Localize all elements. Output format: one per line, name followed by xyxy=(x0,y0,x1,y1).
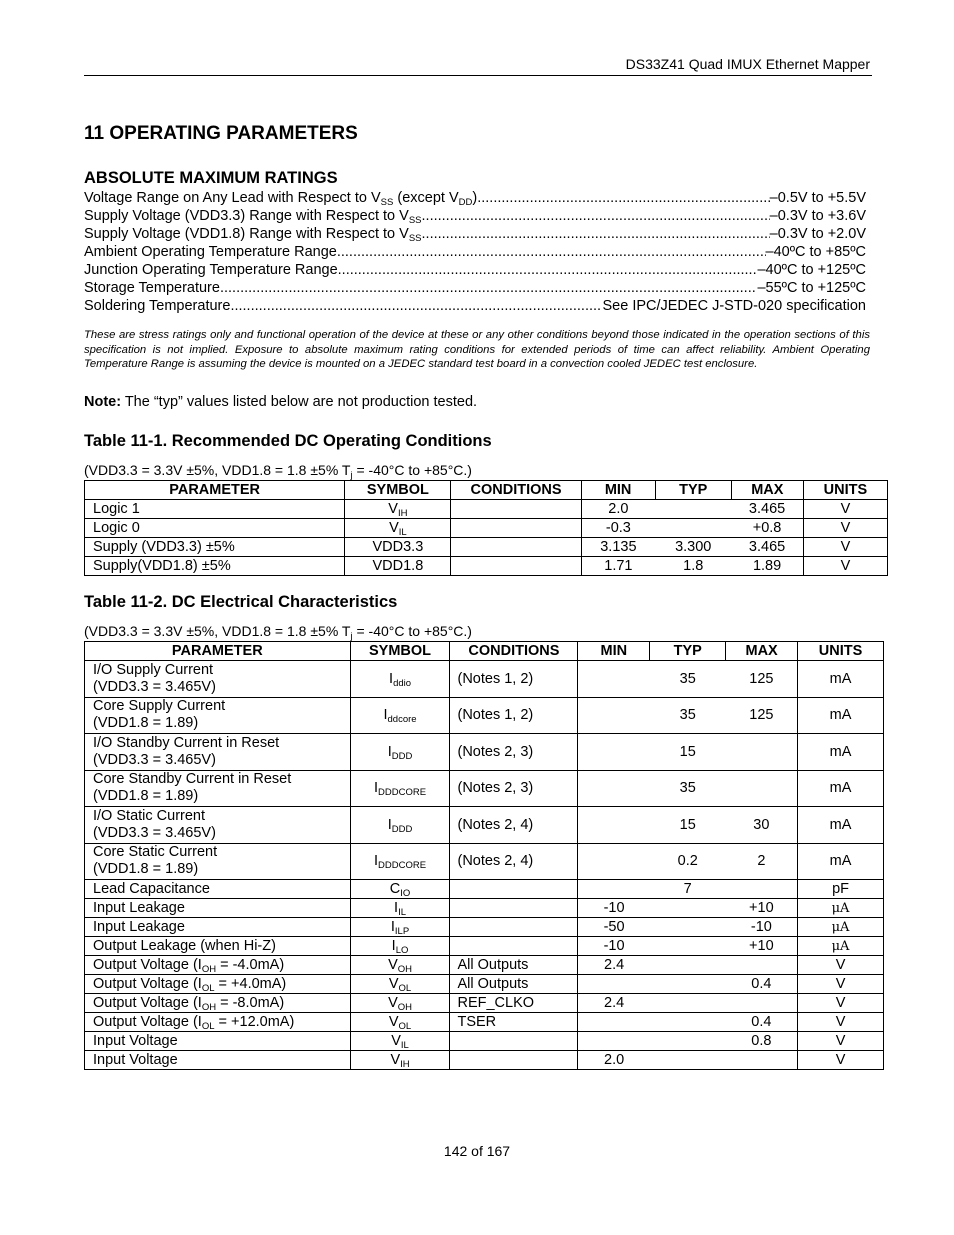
column-header: PARAMETER xyxy=(85,481,345,500)
max-cell: 125 xyxy=(726,697,798,734)
typ-cell xyxy=(650,956,726,975)
table-row xyxy=(85,734,884,771)
typ-cell xyxy=(650,918,726,937)
min-cell: -10 xyxy=(578,937,650,956)
abs-max-ratings-list xyxy=(84,189,870,315)
units-cell: μA xyxy=(798,918,884,937)
table-row xyxy=(85,843,884,880)
rating-label: Storage Temperature xyxy=(84,280,220,296)
rating-label: Soldering Temperature xyxy=(84,298,231,314)
min-cell xyxy=(578,697,650,734)
units-cell: mA xyxy=(798,843,884,880)
max-cell xyxy=(726,994,798,1013)
param-cell: Input Leakage xyxy=(85,899,351,918)
param-cell xyxy=(85,770,351,807)
max-cell: -10 xyxy=(726,918,798,937)
units-cell: mA xyxy=(798,661,884,698)
max-cell: 3.465 xyxy=(731,500,803,519)
column-header: MIN xyxy=(578,642,650,661)
table1-title: Table 11-1. Recommended DC Operating Conditions xyxy=(84,432,492,450)
units-cell: V xyxy=(798,956,884,975)
param-text: I/O Standby Current in Reset (VDD3.3 = 3.465V) xyxy=(93,734,280,768)
symbol-cell: $V_{OH}$ xyxy=(350,956,450,975)
table-row xyxy=(85,975,884,994)
typ-cell: 1.8 xyxy=(655,557,731,576)
param-cell xyxy=(85,661,351,698)
conditions-cell: (Notes 2, 4) xyxy=(450,843,578,880)
min-cell xyxy=(578,661,650,698)
dot-leader xyxy=(338,261,758,279)
conditions-cell xyxy=(450,899,578,918)
conditions-cell xyxy=(451,500,581,519)
table-row xyxy=(85,770,884,807)
param-cell: Input Leakage xyxy=(85,918,351,937)
min-cell xyxy=(578,1032,650,1051)
table-row xyxy=(85,807,884,844)
rating-value: –0.5V to +5.5V xyxy=(769,190,866,206)
param-cell: Output Voltage $(I_{OH} = -4.0mA)$ xyxy=(85,956,351,975)
units-cell: V xyxy=(803,519,887,538)
table-row xyxy=(85,899,884,918)
column-header: MAX xyxy=(731,481,803,500)
table-row xyxy=(85,557,888,576)
table-row xyxy=(85,697,884,734)
dot-leader xyxy=(422,207,770,225)
units-cell: μA xyxy=(798,899,884,918)
param-cell: Input Voltage xyxy=(85,1032,351,1051)
units-cell: V xyxy=(803,538,887,557)
rating-row xyxy=(84,297,870,315)
max-cell: 30 xyxy=(726,807,798,844)
typ-cell: 15 xyxy=(650,734,726,771)
table-row xyxy=(85,1032,884,1051)
units-cell: mA xyxy=(798,807,884,844)
conditions-cell xyxy=(450,1051,578,1070)
max-cell xyxy=(726,1051,798,1070)
table-row xyxy=(85,538,888,557)
abs-max-disclaimer: These are stress ratings only and functional operation of the device at these or any other conditions beyond those indicated in the operation sections of this specification is not implied. Exposure to absolute maximum rating conditions for extended periods of time can affect reliability. Ambient Operating Temperature Range is assuming the device is mounted on a JEDEC standard test board in a convection cooled JEDEC test enclosure. xyxy=(84,329,870,370)
header-divider xyxy=(84,75,872,76)
min-cell: -50 xyxy=(578,918,650,937)
param-cell: Logic 1 xyxy=(85,500,345,519)
symbol-cell: $V_{OH}$ xyxy=(350,994,450,1013)
param-cell xyxy=(85,734,351,771)
units-cell: V xyxy=(798,1013,884,1032)
units-cell: mA xyxy=(798,734,884,771)
symbol-cell: VDD1.8 xyxy=(345,557,451,576)
rating-label: Supply Voltage (VDD1.8) Range with Respect to $V_{SS}$ xyxy=(84,226,422,244)
param-text: I/O Supply Current (VDD3.3 = 3.465V) xyxy=(93,661,216,695)
min-cell xyxy=(578,975,650,994)
min-cell xyxy=(578,880,650,899)
symbol-cell: VDD3.3 xyxy=(345,538,451,557)
max-cell: 0.4 xyxy=(726,1013,798,1032)
max-cell: 125 xyxy=(726,661,798,698)
column-header: CONDITIONS xyxy=(451,481,581,500)
max-cell: +0.8 xyxy=(731,519,803,538)
rating-value: –40ºC to +85ºC xyxy=(765,244,866,260)
param-cell: Output Leakage (when Hi-Z) xyxy=(85,937,351,956)
abs-max-title: ABSOLUTE MAXIMUM RATINGS xyxy=(84,169,338,187)
param-cell: Supply(VDD1.8) ±5% xyxy=(85,557,345,576)
column-header: UNITS xyxy=(803,481,887,500)
param-cell: Logic 0 xyxy=(85,519,345,538)
max-cell xyxy=(726,956,798,975)
min-cell: -0.3 xyxy=(581,519,655,538)
rating-row xyxy=(84,189,870,207)
conditions-cell xyxy=(450,880,578,899)
units-cell: mA xyxy=(798,697,884,734)
symbol-cell: $I_{DDDCORE}$ xyxy=(350,843,450,880)
conditions-cell xyxy=(451,557,581,576)
typ-cell xyxy=(655,519,731,538)
column-header: CONDITIONS xyxy=(450,642,578,661)
typ-cell: 3.300 xyxy=(655,538,731,557)
dot-leader xyxy=(477,189,769,207)
table1-conditions: (VDD3.3 = 3.3V ±5%, VDD1.8 = 1.8 ±5% $T_j = -40^\circ C$ to +85°C.) xyxy=(84,462,472,481)
table-row xyxy=(85,1013,884,1032)
symbol-cell: $I_{ILP}$ xyxy=(350,918,450,937)
column-header: SYMBOL xyxy=(345,481,451,500)
symbol-cell: $V_{IL}$ xyxy=(345,519,451,538)
dot-leader xyxy=(422,225,770,243)
rating-value: –40ºC to +125ºC xyxy=(757,262,866,278)
param-text: Core Static Current (VDD1.8 = 1.89) xyxy=(93,844,218,878)
param-cell xyxy=(85,807,351,844)
conditions-cell: All Outputs xyxy=(450,956,578,975)
conditions-cell xyxy=(450,1032,578,1051)
conditions-cell xyxy=(450,937,578,956)
table-row xyxy=(85,1051,884,1070)
units-cell: V xyxy=(798,1032,884,1051)
typ-cell: 35 xyxy=(650,661,726,698)
typ-cell xyxy=(650,1051,726,1070)
param-cell: Output Voltage $(I_{OL} = +4.0mA)$ xyxy=(85,975,351,994)
note-text: The “typ” values listed below are not production tested. xyxy=(121,394,478,410)
typ-cell xyxy=(650,975,726,994)
column-header: SYMBOL xyxy=(350,642,450,661)
production-note xyxy=(84,394,477,410)
rating-value: –0.3V to +2.0V xyxy=(769,226,866,242)
max-cell: 0.8 xyxy=(726,1032,798,1051)
conditions-cell: All Outputs xyxy=(450,975,578,994)
dot-leader xyxy=(230,297,602,315)
table-row xyxy=(85,994,884,1013)
typ-cell xyxy=(650,1032,726,1051)
conditions-cell: (Notes 2, 4) xyxy=(450,807,578,844)
max-cell: 3.465 xyxy=(731,538,803,557)
max-cell: +10 xyxy=(726,899,798,918)
min-cell: 2.4 xyxy=(578,994,650,1013)
units-cell: μA xyxy=(798,937,884,956)
symbol-cell: $V_{IH}$ xyxy=(345,500,451,519)
rating-row xyxy=(84,279,870,297)
max-cell: 2 xyxy=(726,843,798,880)
symbol-cell: $I_{IL}$ xyxy=(350,899,450,918)
conditions-cell: (Notes 1, 2) xyxy=(450,661,578,698)
param-cell: Input Voltage xyxy=(85,1051,351,1070)
conditions-cell xyxy=(451,538,581,557)
column-header: TYP xyxy=(650,642,726,661)
table-row xyxy=(85,956,884,975)
symbol-cell: $C_{IO}$ xyxy=(350,880,450,899)
min-cell xyxy=(578,1013,650,1032)
min-cell xyxy=(578,843,650,880)
typ-cell: 35 xyxy=(650,697,726,734)
dot-leader xyxy=(220,279,758,297)
max-cell: +10 xyxy=(726,937,798,956)
conditions-cell: (Notes 2, 3) xyxy=(450,770,578,807)
min-cell: 2.0 xyxy=(581,500,655,519)
symbol-cell: $I_{LO}$ xyxy=(350,937,450,956)
symbol-cell: $I_{ddcore}$ xyxy=(350,697,450,734)
conditions-cell: REF_CLKO xyxy=(450,994,578,1013)
symbol-cell: $V_{IL}$ xyxy=(350,1032,450,1051)
rating-row xyxy=(84,243,870,261)
table-row xyxy=(85,661,884,698)
rating-label: Junction Operating Temperature Range xyxy=(84,262,338,278)
rating-label: Ambient Operating Temperature Range xyxy=(84,244,337,260)
units-cell: V xyxy=(798,1051,884,1070)
min-cell xyxy=(578,734,650,771)
min-cell xyxy=(578,770,650,807)
column-header: PARAMETER xyxy=(85,642,351,661)
max-cell xyxy=(726,770,798,807)
conditions-cell: (Notes 2, 3) xyxy=(450,734,578,771)
table-row xyxy=(85,500,888,519)
conditions-cell xyxy=(450,918,578,937)
param-text: Core Standby Current in Reset (VDD1.8 = 1.89) xyxy=(93,771,292,805)
table-row xyxy=(85,918,884,937)
units-cell: mA xyxy=(798,770,884,807)
symbol-cell: $V_{OL}$ xyxy=(350,975,450,994)
param-cell xyxy=(85,697,351,734)
typ-cell xyxy=(650,899,726,918)
dot-leader xyxy=(337,243,766,261)
param-cell: Output Voltage $(I_{OH} = -8.0mA)$ xyxy=(85,994,351,1013)
typ-cell: 0.2 xyxy=(650,843,726,880)
units-cell: V xyxy=(798,994,884,1013)
rating-row xyxy=(84,225,870,243)
max-cell xyxy=(726,880,798,899)
recommended-dc-operating-conditions-table xyxy=(84,480,888,576)
max-cell: 0.4 xyxy=(726,975,798,994)
symbol-cell: $V_{IH}$ xyxy=(350,1051,450,1070)
document-header-title: DS33Z41 Quad IMUX Ethernet Mapper xyxy=(625,56,870,72)
table2-title: Table 11-2. DC Electrical Characteristics xyxy=(84,593,398,611)
rating-label: Supply Voltage (VDD3.3) Range with Respect to $V_{SS}$ xyxy=(84,208,422,226)
min-cell xyxy=(578,807,650,844)
typ-cell: 15 xyxy=(650,807,726,844)
param-cell xyxy=(85,843,351,880)
rating-row xyxy=(84,207,870,225)
param-cell: Lead Capacitance xyxy=(85,880,351,899)
rating-value: See IPC/JEDEC J-STD-020 specification xyxy=(602,298,866,314)
table-row xyxy=(85,519,888,538)
max-cell xyxy=(726,734,798,771)
rating-label: Voltage Range on Any Lead with Respect to $V_{SS}$ (except $V_{DD}$) xyxy=(84,190,478,208)
column-header: UNITS xyxy=(798,642,884,661)
min-cell: 2.0 xyxy=(578,1051,650,1070)
rating-value: –55ºC to +125ºC xyxy=(757,280,866,296)
typ-cell xyxy=(650,937,726,956)
units-cell: V xyxy=(798,975,884,994)
dc-electrical-characteristics-table xyxy=(84,641,884,1070)
section-title: 11 OPERATING PARAMETERS xyxy=(84,123,358,144)
typ-cell: 7 xyxy=(650,880,726,899)
column-header: MIN xyxy=(581,481,655,500)
min-cell: 2.4 xyxy=(578,956,650,975)
typ-cell xyxy=(655,500,731,519)
conditions-cell xyxy=(451,519,581,538)
table-row xyxy=(85,880,884,899)
symbol-cell: $I_{DDD}$ xyxy=(350,807,450,844)
column-header: MAX xyxy=(726,642,798,661)
typ-cell xyxy=(650,994,726,1013)
units-cell: pF xyxy=(798,880,884,899)
rating-row xyxy=(84,261,870,279)
param-cell: Supply (VDD3.3) ±5% xyxy=(85,538,345,557)
table-row xyxy=(85,937,884,956)
units-cell: V xyxy=(803,557,887,576)
max-cell: 1.89 xyxy=(731,557,803,576)
units-cell: V xyxy=(803,500,887,519)
typ-cell xyxy=(650,1013,726,1032)
symbol-cell: $I_{DDD}$ xyxy=(350,734,450,771)
min-cell: -10 xyxy=(578,899,650,918)
symbol-cell: $I_{ddio}$ xyxy=(350,661,450,698)
rating-value: –0.3V to +3.6V xyxy=(769,208,866,224)
param-text: Core Supply Current (VDD1.8 = 1.89) xyxy=(93,698,226,732)
param-text: I/O Static Current (VDD3.3 = 3.465V) xyxy=(93,807,216,841)
conditions-cell: TSER xyxy=(450,1013,578,1032)
symbol-cell: $V_{OL}$ xyxy=(350,1013,450,1032)
param-cell: Output Voltage $(I_{OL} = +12.0mA)$ xyxy=(85,1013,351,1032)
table2-conditions: (VDD3.3 = 3.3V ±5%, VDD1.8 = 1.8 ±5% $T_j = -40^\circ C$ to +85°C.) xyxy=(84,623,472,642)
column-header: TYP xyxy=(655,481,731,500)
symbol-cell: $I_{DDDCORE}$ xyxy=(350,770,450,807)
page-number: 142 of 167 xyxy=(443,1143,511,1159)
conditions-cell: (Notes 1, 2) xyxy=(450,697,578,734)
min-cell: 3.135 xyxy=(581,538,655,557)
min-cell: 1.71 xyxy=(581,557,655,576)
typ-cell: 35 xyxy=(650,770,726,807)
note-label: Note: xyxy=(84,394,122,410)
